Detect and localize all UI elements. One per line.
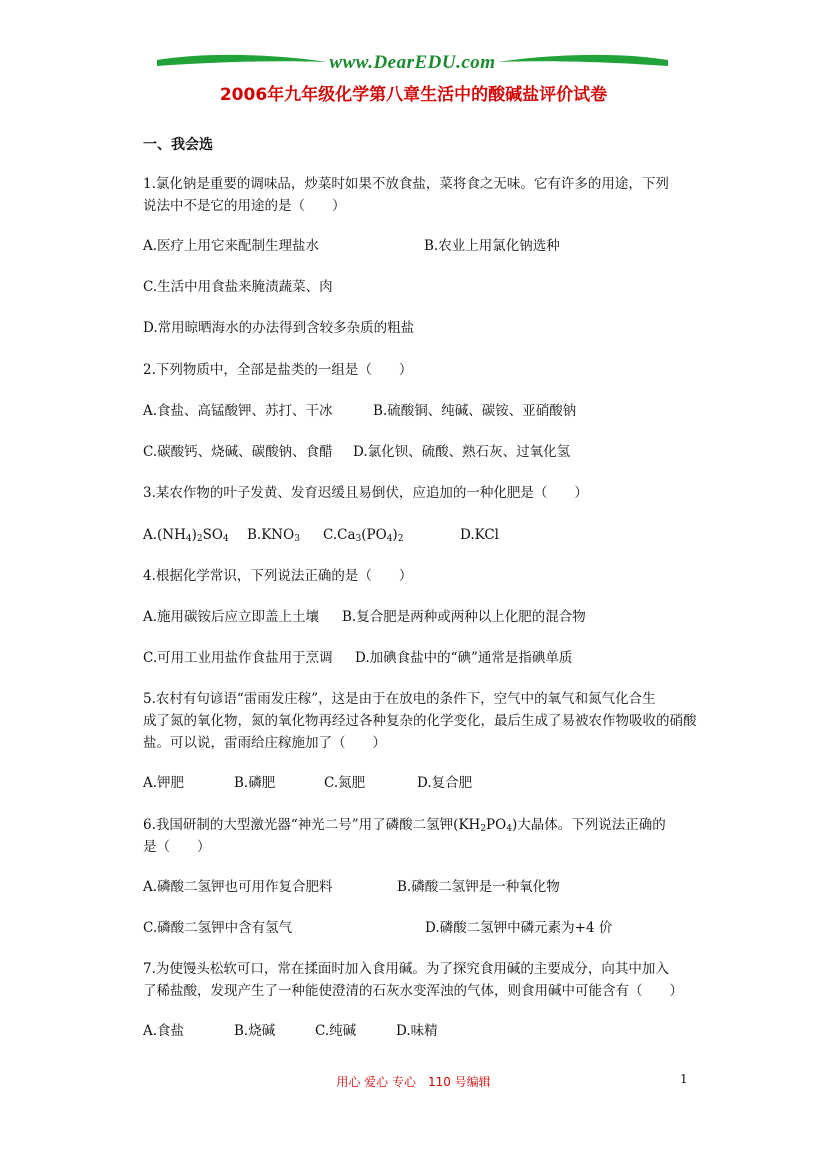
- question-1-option-c: C.生活中用食盐来腌渍蔬菜、肉: [143, 279, 333, 295]
- stem-text: 6.我国研制的大型激光器“神光二号”用了磷酸二氢钾(KH: [143, 817, 481, 833]
- question-3-option-d: D.KCl: [460, 527, 500, 543]
- question-4-option-a: A.施用碳铵后应立即盖上土壤: [143, 609, 320, 625]
- formula-text: ): [392, 527, 398, 543]
- formula-subscript: 2: [397, 534, 404, 544]
- question-6-stem-line2: 是（ ）: [143, 839, 211, 855]
- section-title: 一、我会选: [143, 137, 213, 153]
- question-5-stem-line3: 盐。可以说，雷雨给庄稼施加了（ ）: [143, 735, 386, 751]
- question-7-option-a: A.食盐: [143, 1023, 185, 1039]
- site-url: www.DearEDU.com: [329, 52, 496, 73]
- question-2-stem: 2.下列物质中，全部是盐类的一组是（ ）: [143, 362, 413, 378]
- formula-subscript: 4: [386, 534, 393, 544]
- formula-subscript: 2: [196, 534, 203, 544]
- question-5-option-d: D.复合肥: [417, 775, 473, 791]
- question-2-option-d: D.氯化钡、硫酸、熟石灰、过氧化氢: [353, 444, 571, 460]
- question-7-option-c: C.纯碱: [315, 1023, 357, 1039]
- page-title: 2006年九年级化学第八章生活中的酸碱盐评价试卷: [219, 85, 608, 105]
- stem-text: )大晶体。下列说法正确的: [511, 817, 666, 833]
- page-footer: 用心 爱心 专心 110 号编辑: [336, 1075, 491, 1089]
- question-4-option-d: D.加碘食盐中的“碘”通常是指碘单质: [355, 650, 573, 666]
- question-7-option-d: D.味精: [396, 1023, 438, 1039]
- question-3-stem: 3.某农作物的叶子发黄、发育迟缓且易倒伏，应追加的一种化肥是（ ）: [143, 485, 588, 501]
- question-3-option-a: [143, 525, 229, 549]
- question-1-option-a: A.医疗上用它来配制生理盐水: [143, 238, 320, 254]
- question-3-option-c: [323, 525, 403, 549]
- question-2-option-c: C.碳酸钙、烧碱、碳酸钠、食醋: [143, 444, 333, 460]
- question-4-stem: 4.根据化学常识，下列说法正确的是（ ）: [143, 568, 413, 584]
- question-6-option-c: C.磷酸二氢钾中含有氢气: [143, 920, 293, 936]
- question-1-option-b: B.农业上用氯化钠选种: [424, 238, 560, 254]
- question-5-option-c: C.氮肥: [324, 775, 366, 791]
- formula-text: ): [191, 527, 197, 543]
- formula-text: A.(NH: [143, 527, 186, 543]
- stem-text: PO: [486, 817, 507, 833]
- question-7-stem-line1: 7.为使馒头松软可口，常在揉面时加入食用碱。为了探究食用碱的主要成分，向其中加入: [143, 961, 669, 977]
- formula-text: SO: [202, 527, 223, 543]
- question-2-option-b: B.硫酸铜、纯碱、碳铵、亚硝酸钠: [373, 403, 577, 419]
- question-2-option-a: A.食盐、高锰酸钾、苏打、干冰: [143, 403, 333, 419]
- formula-subscript: 2: [480, 824, 487, 834]
- question-6-option-b: B.磷酸二氢钾是一种氧化物: [397, 879, 560, 895]
- question-3-option-b: [247, 525, 300, 549]
- page-number: 1: [680, 1072, 688, 1086]
- question-6-option-a: A.磷酸二氢钾也可用作复合肥料: [143, 879, 333, 895]
- question-4-option-c: C.可用工业用盐作食盐用于烹调: [143, 650, 333, 666]
- formula-subscript: 4: [185, 534, 192, 544]
- question-5-option-a: A.钾肥: [143, 775, 185, 791]
- question-5-stem-line1: 5.农村有句谚语“雷雨发庄稼”，这是由于在放电的条件下，空气中的氧气和氮气化合生: [143, 691, 656, 707]
- question-1-stem-line2: 说法中不是它的用途的是（ ）: [143, 198, 346, 214]
- formula-subscript: 3: [355, 534, 362, 544]
- formula-text: B.KNO: [247, 527, 295, 543]
- formula-subscript: 4: [222, 534, 229, 544]
- question-5-option-b: B.磷肥: [234, 775, 276, 791]
- formula-subscript: 4: [506, 824, 512, 834]
- formula-text: C.Ca: [323, 527, 356, 543]
- site-logo: [155, 50, 670, 76]
- question-7-stem-line2: 了稀盐酸，发现产生了一种能使澄清的石灰水变浑浊的气体，则食用碱中可能含有（ ）: [143, 983, 683, 999]
- question-1-stem-line1: 1.氯化钠是重要的调味品，炒菜时如果不放食盐，菜将食之无味。它有许多的用途，下列: [143, 176, 669, 192]
- question-7-option-b: B.烧碱: [234, 1023, 276, 1039]
- question-4-option-b: B.复合肥是两种或两种以上化肥的混合物: [342, 609, 586, 625]
- formula-subscript: 3: [294, 534, 300, 544]
- formula-text: (PO: [361, 527, 387, 543]
- question-6-option-d: D.磷酸二氢钾中磷元素为+4 价: [425, 920, 613, 936]
- question-1-option-d: D.常用晾晒海水的办法得到含较多杂质的粗盐: [143, 320, 415, 336]
- question-6-stem-line1: [143, 815, 666, 839]
- question-5-stem-line2: 成了氮的氧化物，氮的氧化物再经过各种复杂的化学变化，最后生成了易被农作物吸收的硝酸: [143, 713, 697, 729]
